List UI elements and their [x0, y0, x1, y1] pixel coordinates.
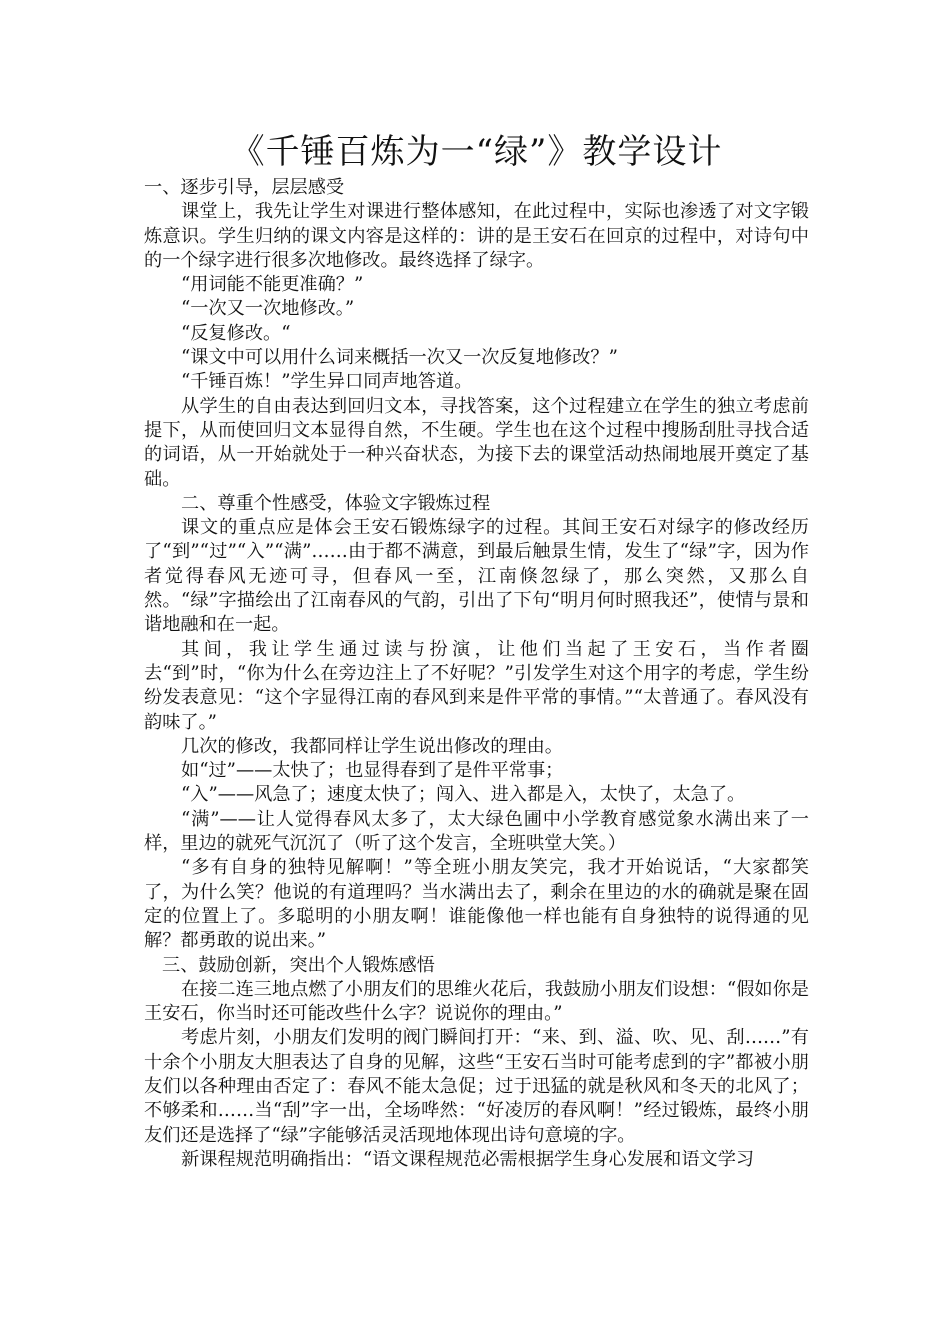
section-heading-3: 三、鼓励创新，突出个人锻炼感悟 — [162, 954, 435, 976]
paragraph: “满”——让人觉得春风太多了，太大绿色圃中小学教育感觉象水满出来了一样，里边的就死气沉沉了（听了这个发言，全班哄堂大笑。） — [144, 808, 809, 855]
paragraph: 几次的修改，我都同样让学生说出修改的理由。 — [181, 735, 563, 757]
document-title: 《千锤百炼为一“绿”》教学设计 — [230, 132, 723, 172]
paragraph: “课文中可以用什么词来概括一次又一次反复地修改？” — [181, 347, 618, 369]
paragraph: 其间，我让学生通过读与扮演，让他们当起了王安石，当作者圈去“到”时，“你为什么在旁边注上了不好呢？”引发学生对这个用字的考虑，学生纷纷发表意见：“这个字显得江南的春风到来是件平常的事情。”“太普通了。春风没有韵味了。” — [144, 638, 809, 733]
paragraph: “一次又一次地修改。” — [181, 298, 355, 320]
paragraph: 从学生的自由表达到回归文本，寻找答案，这个过程建立在学生的独立考虑前提下，从而使回归文本显得自然，不生硬。学生也在这个过程中搜肠刮肚寻找合适的词语，从一开始就处于一种兴奋状态，为接下去的课堂活动热闹地展开奠定了基础。 — [144, 395, 809, 490]
paragraph: “千锤百炼！”学生异口同声地答道。 — [181, 371, 473, 393]
paragraph: “反复修改。“ — [181, 322, 291, 344]
paragraph: 课文的重点应是体会王安石锻炼绿字的过程。其间王安石对绿字的修改经历了“到”“过”“入”“满”……由于都不满意，到最后触景生情，发生了“绿”字，因为作者觉得春风无迹可寻，但春风一至，江南倏忽绿了，那么突然，又那么自然。“绿”字描绘出了江南春风的气韵，引出了下句“明月何时照我还”，使情与景和谐地融和在一起。 — [144, 517, 809, 636]
paragraph: “用词能不能更准确？” — [181, 274, 364, 296]
document-page — [144, 128, 809, 1172]
paragraph: “多有自身的独特见解啊！”等全班小朋友笑完，我才开始说话，“大家都笑了，为什么笑？他说的有道理吗？当水满出去了，剩余在里边的水的确就是聚在固定的位置上了。多聪明的小朋友啊！谁能像他一样也能有自身独特的说得通的见解？都勇敢的说出来。” — [144, 857, 809, 952]
paragraph: 课堂上，我先让学生对课进行整体感知，在此过程中，实际也渗透了对文字锻炼意识。学生归纳的课文内容是这样的：讲的是王安石在回京的过程中，对诗句中的一个绿字进行很多次地修改。最终选择了绿字。 — [144, 201, 809, 271]
paragraph: 考虑片刻，小朋友们发明的阀门瞬间打开：“来、到、溢、吹、见、刮……”有十余个小朋友大胆表达了自身的见解，这些“王安石当时可能考虑到的字”都被小朋友们以各种理由否定了：春风不能太急促；过于迅猛的就是秋风和冬天的北风了；不够柔和……当“刮”字一出，全场哗然：“好凌厉的春风啊！”经过锻炼，最终小朋友们还是选择了“绿”字能够活灵活现地体现出诗句意境的字。 — [144, 1027, 809, 1146]
paragraph: 新课程规范明确指出：“语文课程规范必需根据学生身心发展和语文学习 — [181, 1148, 755, 1170]
paragraph: “入”——风急了；速度太快了；闯入、进入都是入，太快了，太急了。 — [181, 784, 746, 806]
section-heading-2: 二、尊重个性感受，体验文字锻炼过程 — [181, 492, 491, 514]
paragraph: 在接二连三地点燃了小朋友们的思维火花后，我鼓励小朋友们设想：“假如你是王安石，你当时还可能改些什么字？说说你的理由。” — [144, 978, 809, 1025]
paragraph: 如“过”——太快了；也显得春到了是件平常事； — [181, 760, 564, 782]
document-body — [144, 176, 809, 1172]
section-heading-1: 一、逐步引导，层层感受 — [144, 177, 345, 198]
